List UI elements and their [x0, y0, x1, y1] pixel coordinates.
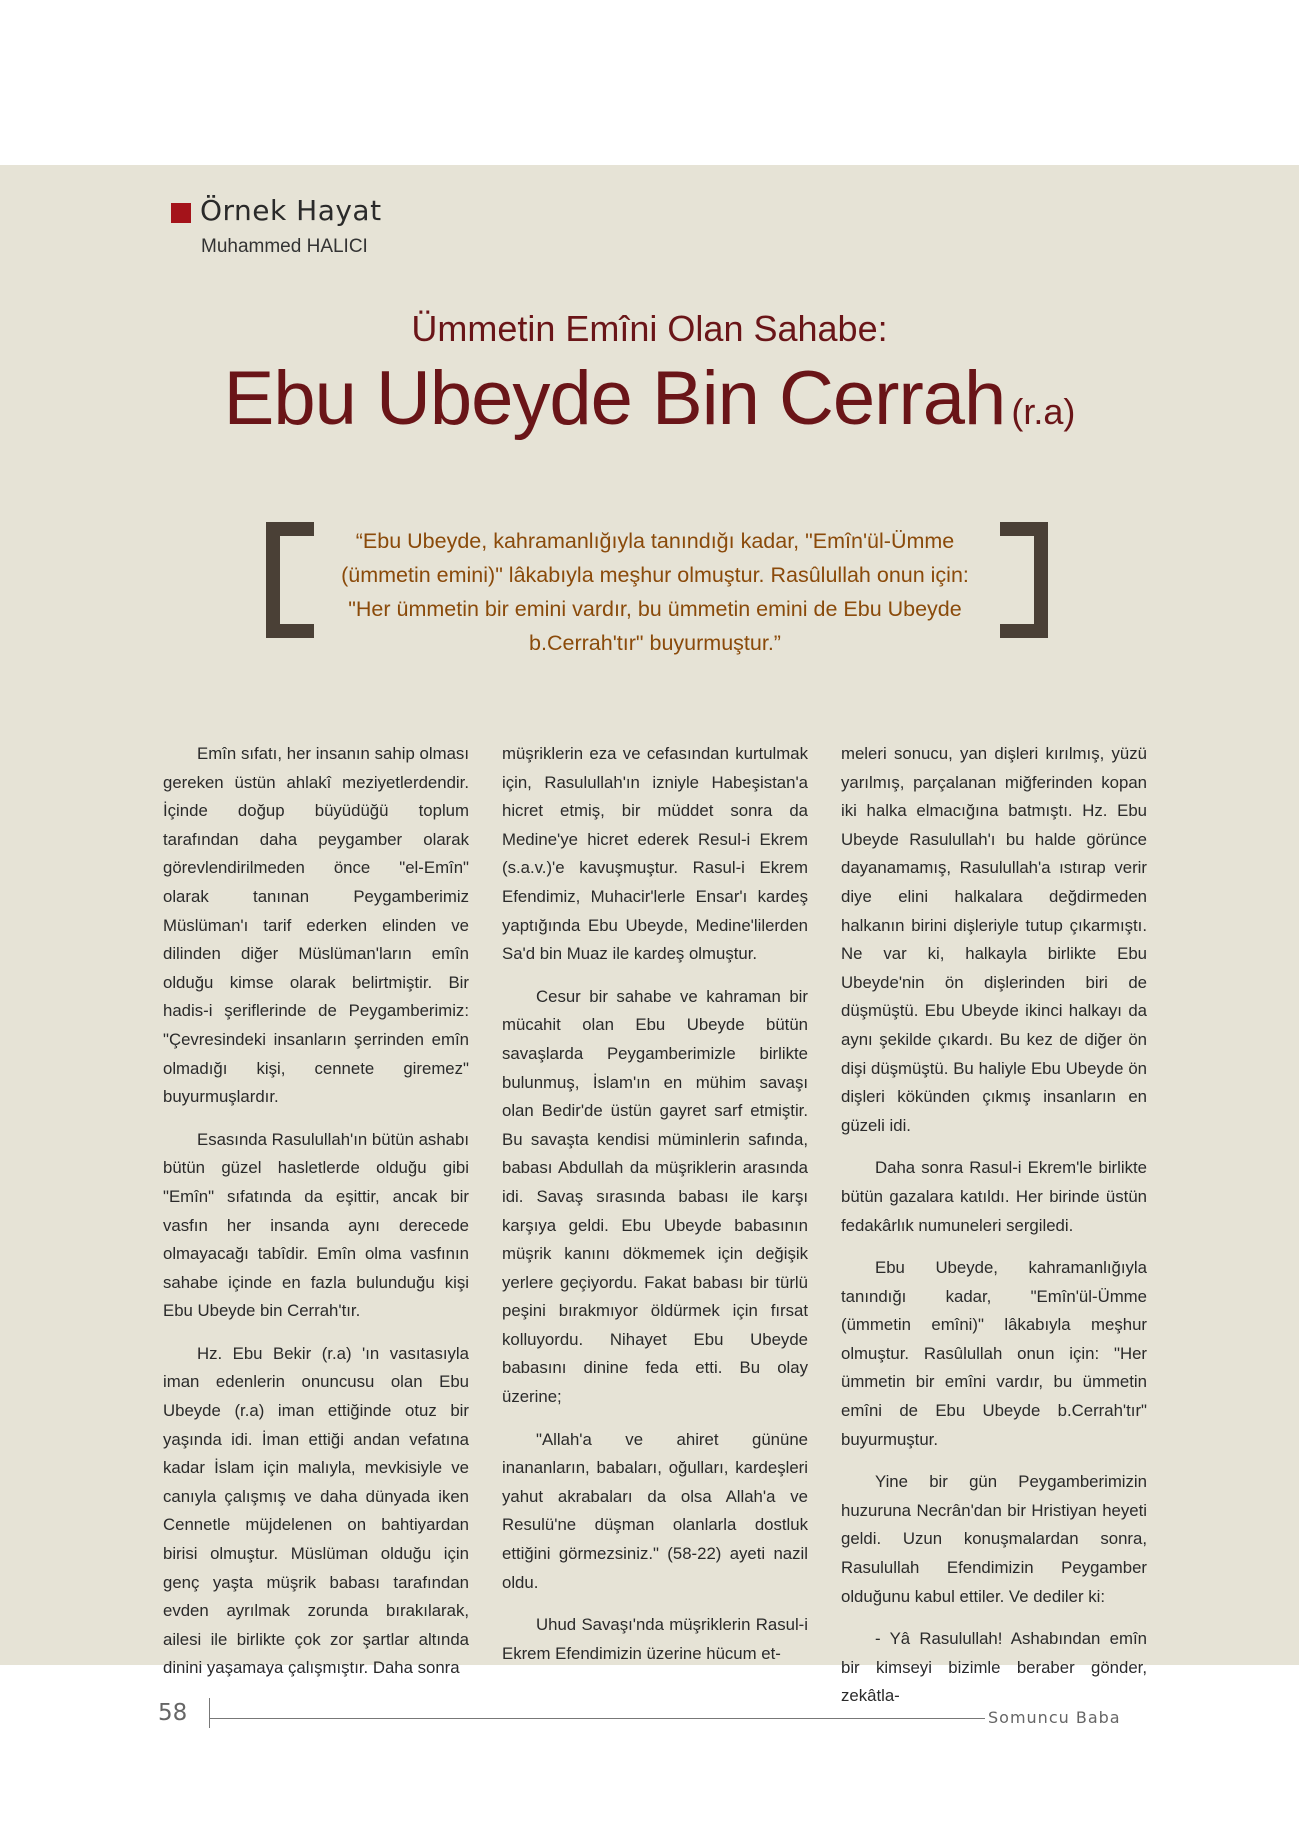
article-title: Ebu Ubeyde Bin Cerrah [223, 356, 1006, 441]
paragraph: - Yâ Rasulullah! Ashabından emîn bir kimseyi bizimle beraber gönder, zekâtla- [841, 1629, 1147, 1706]
pullquote-right-bracket [1000, 522, 1048, 638]
footer-rule [210, 1718, 985, 1719]
body-column-1 [163, 740, 469, 1697]
paragraph: Daha sonra Rasul-i Ekrem'le birlikte bütün gazalara katıldı. Her birinde üstün fedakârlık numuneleri sergiledi. [841, 1158, 1147, 1235]
footer-divider-tick [209, 1698, 210, 1728]
paragraph: Hz. Ebu Bekir (r.a) 'ın vasıtasıyla iman edenlerin onuncusu olan Ebu Ubeyde (r.a) iman ettiğinde otuz bir yaşında idi. İman ettiği andan vefatına kadar İslam için malıyla, mevkisiyle ve canıyla çalışmış ve daha dünyada iken Cennetle müjdelenen on bahtiyardan birisi olmuştur. Müslüman olduğu için genç yaşta müşrik babası tarafından evden ayrılmak zorunda bırakılarak, ailesi ile birlikte çok zor şartlar altında dinini yaşamaya çalışmıştır. Daha sonra [163, 1343, 469, 1678]
author-name: Muhammed HALICI [201, 236, 368, 257]
paragraph: Cesur bir sahabe ve kahraman bir mücahit olan Ebu Ubeyde bütün savaşlarda Peygamberimizle birlikte bulunmuş, İslam'ın en mühim savaşı olan Bedir'de üstün gayret sarf etmiştir. Bu savaşta kendisi müminlerin safında, babası Abdullah da müşriklerin arasında idi. Savaş sırasında babası ile karşı karşıya geldi. Ebu Ubeyde babasının müşrik kanını dökmemek için değişik yerlere geçiyordu. Fakat babası bir türlü peşini bırakmıyor öldürmek için fırsat kolluyordu. Nihayet Ebu Ubeyde babasını dinine feda etti. Bu olay üzerine; [502, 986, 808, 1407]
article-title-suffix: (r.a) [1011, 391, 1076, 432]
pullquote-left-bracket [266, 522, 314, 638]
paragraph: Uhud Savaşı'nda müşriklerin Rasul-i Ekrem Efendimizin üzerine hücum et- [502, 1615, 808, 1663]
paragraph: Esasında Rasulullah'ın bütün ashabı bütün güzel hasletlerde olduğu gibi "Emîn" sıfatında da eşittir, ancak bir vasfın her insanda aynı derecede olmayacağı tabîdir. Emîn olma vasfının sahabe içinde en fazla bulunduğu kişi Ebu Ubeyde bin Cerrah'tır. [163, 1129, 469, 1321]
article-subtitle: Ümmetin Emîni Olan Sahabe: [411, 308, 888, 349]
page-number: 58 [158, 1700, 188, 1726]
paragraph: meleri sonucu, yan dişleri kırılmış, yüzü yarılmış, parçalanan miğferinden kopan iki halka elmacığına batmıştı. Hz. Ebu Ubeyde Rasulullah'ı bu halde görünce dayanamamış, Rasulullah'a ıstırap verir diye elini halkalara değdirmeden halkanın birini dişleriyle tutup çıkarmıştı. Ne var ki, halkayla birlikte Ebu Ubeyde'nin ön dişlerinden biri de düşmüştü. Ebu Ubeyde ikinci halkayı da aynı şekilde çıkardı. Bu kez de diğer ön dişi düşmüştü. Bu haliyle Ebu Ubeyde ön dişleri kökünden çıkmış insanların en güzeli idi. [841, 744, 1147, 1135]
article-title-row [0, 355, 1299, 442]
pullquote-text: “Ebu Ubeyde, kahramanlığıyla tanındığı kadar, "Emîn'ül-Ümme (ümmetin emini)" lâkabıyla meşhur olmuştur. Rasûlullah onun için: "Her ümmetin bir emini vardır, bu ümmetin emini de Ebu Ubeyde b.Cerrah'tır" buyurmuştur.” [341, 529, 969, 655]
body-column-3 [841, 740, 1147, 1725]
section-name: Örnek Hayat [200, 194, 382, 227]
section-marker-square [171, 203, 191, 223]
paragraph: Ebu Ubeyde, kahramanlığıyla tanındığı kadar, "Emîn'ül-Ümme (ümmetin emîni)" lâkabıyla meşhur olmuştur. Rasûlullah onun için: "Her ümmetin bir emîni vardır, bu ümmetin emîni de Ebu Ubeyde b.Cerrah'tır" buyurmuştur. [841, 1258, 1147, 1449]
paragraph: Emîn sıfatı, her insanın sahip olması gereken üstün ahlakî meziyetlerdendir. İçinde doğup büyüdüğü toplum tarafından daha peygamber olarak görevlendirilmeden önce "el-Emîn" olarak tanınan Peygamberimiz Müslüman'ı tarif ederken elinden ve dilinden diğer Müslüman'ların emîn olduğu kimse olarak belirtmiştir. Bir hadis-i şeriflerinde de Peygamberimiz: "Çevresindeki insanların şerrinden emîn olmadığı kişi, cennete giremez" buyurmuşlardır. [163, 744, 469, 1107]
body-column-2 [502, 740, 808, 1682]
paragraph: Yine bir gün Peygamberimizin huzuruna Necrân'dan bir Hristiyan heyeti geldi. Uzun konuşmalardan sonra, Rasulullah Efendimizin Peygamber olduğunu kabul ettiler. Ve dediler ki: [841, 1472, 1147, 1606]
paragraph: müşriklerin eza ve cefasından kurtulmak için, Rasulullah'ın izniyle Habeşistan'a hicret etmiş, bir müddet sonra da Medine'ye hicret ederek Resul-i Ekrem (s.a.v.)'e kavuşmuştur. Rasul-i Ekrem Efendimiz, Muhacir'lerle Ensar'ı kardeş yaptığında Ebu Ubeyde, Medine'lilerden Sa'd bin Muaz ile kardeş olmuştur. [502, 744, 808, 964]
magazine-name: Somuncu Baba [988, 1708, 1121, 1727]
paragraph: "Allah'a ve ahiret gününe inananların, babaları, oğulları, kardeşleri yahut akrabaları da olsa Allah'a ve Resulü'ne düşman olanlarla dostluk ettiğini görmezsiniz." (58-22) ayeti nazil oldu. [502, 1429, 808, 1592]
